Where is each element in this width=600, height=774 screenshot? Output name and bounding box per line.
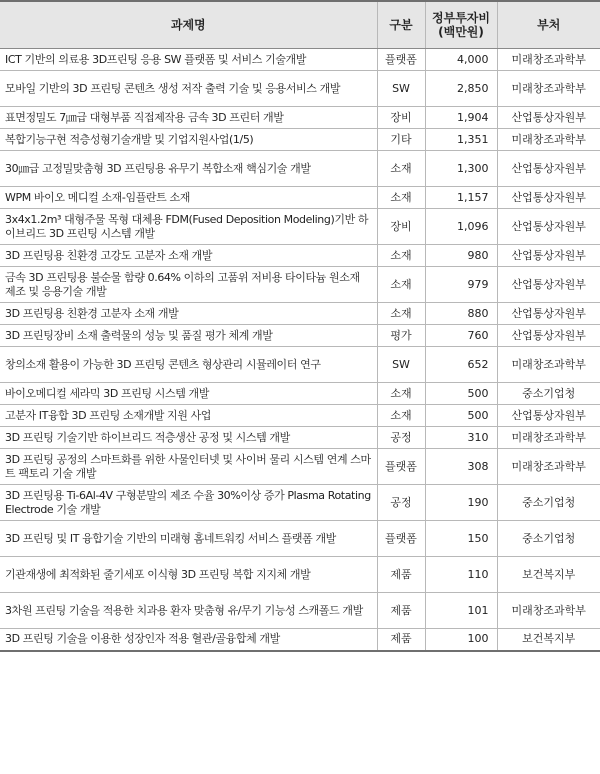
row-budget: 1,351 (425, 129, 497, 151)
table-row (0, 245, 600, 267)
row-title: WPM 바이오 메디컬 소재-임플란트 소재 (0, 187, 377, 209)
row-title: 3D 프린팅용 친환경 고분자 소재 개발 (0, 303, 377, 325)
table-row (0, 449, 600, 485)
row-budget: 880 (425, 303, 497, 325)
table-row (0, 629, 600, 651)
table-row (0, 267, 600, 303)
row-dept: 중소기업청 (497, 521, 600, 557)
row-budget: 500 (425, 383, 497, 405)
row-title: 3D 프린팅 기술기반 하이브리드 적층생산 공정 및 시스템 개발 (0, 427, 377, 449)
row-title: ICT 기반의 의료용 3D프린팅 응용 SW 플랫폼 및 서비스 기술개발 (0, 49, 377, 71)
row-title: 3D 프린팅 기술을 이용한 성장인자 적용 혈관/골융합체 개발 (0, 629, 377, 651)
row-title: 바이오메디컬 세라믹 3D 프린팅 시스템 개발 (0, 383, 377, 405)
row-budget: 101 (425, 593, 497, 629)
row-type: 소재 (377, 245, 425, 267)
row-dept: 산업통상자원부 (497, 303, 600, 325)
row-type: 소재 (377, 303, 425, 325)
table-row (0, 49, 600, 71)
table-row (0, 347, 600, 383)
row-budget: 1,157 (425, 187, 497, 209)
row-dept: 산업통상자원부 (497, 267, 600, 303)
row-budget: 310 (425, 427, 497, 449)
row-dept: 산업통상자원부 (497, 187, 600, 209)
row-dept: 미래창조과학부 (497, 129, 600, 151)
row-budget: 980 (425, 245, 497, 267)
row-type: 장비 (377, 209, 425, 245)
row-type: 기타 (377, 129, 425, 151)
row-dept: 산업통상자원부 (497, 151, 600, 187)
header-type: 구분 (377, 1, 425, 49)
row-dept: 미래창조과학부 (497, 427, 600, 449)
row-type: 제품 (377, 593, 425, 629)
table-row (0, 485, 600, 521)
table-row (0, 71, 600, 107)
row-title: 3D 프린팅 및 IT 융합기술 기반의 미래형 홈네트워킹 서비스 플랫폼 개발 (0, 521, 377, 557)
row-dept: 산업통상자원부 (497, 107, 600, 129)
row-title: 3x4x1.2m³ 대형주물 목형 대체용 FDM(Fused Deposition Modeling)기반 하이브리드 3D 프린팅 시스템 개발 (0, 209, 377, 245)
row-type: 소재 (377, 405, 425, 427)
row-type: 장비 (377, 107, 425, 129)
row-budget: 4,000 (425, 49, 497, 71)
header-title: 과제명 (0, 1, 377, 49)
row-dept: 보건복지부 (497, 629, 600, 651)
row-dept: 중소기업청 (497, 383, 600, 405)
row-budget: 979 (425, 267, 497, 303)
row-budget: 2,850 (425, 71, 497, 107)
row-budget: 652 (425, 347, 497, 383)
row-budget: 1,096 (425, 209, 497, 245)
row-budget: 760 (425, 325, 497, 347)
header-budget: 정부투자비 (백만원) (425, 1, 497, 49)
row-dept: 미래창조과학부 (497, 449, 600, 485)
table-row (0, 187, 600, 209)
row-title: 모바일 기반의 3D 프린팅 콘텐츠 생성 저작 출력 기술 및 응용서비스 개발 (0, 71, 377, 107)
row-dept: 미래창조과학부 (497, 49, 600, 71)
row-type: 소재 (377, 187, 425, 209)
row-type: 소재 (377, 151, 425, 187)
row-budget: 500 (425, 405, 497, 427)
row-title: 3차원 프린팅 기술을 적용한 치과용 환자 맞춤형 유/무기 기능성 스캐폴드 개발 (0, 593, 377, 629)
row-title: 30㎛급 고정밀맞춤형 3D 프린팅용 유무기 복합소재 핵심기술 개발 (0, 151, 377, 187)
row-title: 표면정밀도 7㎛급 대형부품 직접제작용 금속 3D 프린터 개발 (0, 107, 377, 129)
row-dept: 산업통상자원부 (497, 245, 600, 267)
row-budget: 1,300 (425, 151, 497, 187)
row-title: 기관재생에 최적화된 줄기세포 이식형 3D 프린팅 복합 지지체 개발 (0, 557, 377, 593)
row-dept: 미래창조과학부 (497, 593, 600, 629)
row-budget: 190 (425, 485, 497, 521)
row-dept: 산업통상자원부 (497, 209, 600, 245)
row-title: 고분자 IT융합 3D 프린팅 소재개발 지원 사업 (0, 405, 377, 427)
row-title: 창의소재 활용이 가능한 3D 프린팅 콘텐츠 형상관리 시뮬레이터 연구 (0, 347, 377, 383)
table-row (0, 521, 600, 557)
row-type: 플랫폼 (377, 49, 425, 71)
row-dept: 미래창조과학부 (497, 347, 600, 383)
row-type: 소재 (377, 267, 425, 303)
row-type: 소재 (377, 383, 425, 405)
row-type: 제품 (377, 629, 425, 651)
row-budget: 110 (425, 557, 497, 593)
row-type: 평가 (377, 325, 425, 347)
table-row (0, 107, 600, 129)
row-type: 공정 (377, 485, 425, 521)
row-type: 제품 (377, 557, 425, 593)
row-budget: 150 (425, 521, 497, 557)
row-dept: 미래창조과학부 (497, 71, 600, 107)
table-row (0, 209, 600, 245)
row-dept: 산업통상자원부 (497, 405, 600, 427)
table-row (0, 151, 600, 187)
table-row (0, 593, 600, 629)
table-row (0, 383, 600, 405)
row-title: 금속 3D 프린팅용 불순물 함량 0.64% 이하의 고품위 저비용 타이타늄 원소재 제조 및 응용기술 개발 (0, 267, 377, 303)
row-budget: 308 (425, 449, 497, 485)
row-title: 복합기능구현 적층성형기술개발 및 기업지원사업(1/5) (0, 129, 377, 151)
row-budget: 100 (425, 629, 497, 651)
row-budget: 1,904 (425, 107, 497, 129)
table-row (0, 557, 600, 593)
row-dept: 산업통상자원부 (497, 325, 600, 347)
header-dept: 부처 (497, 1, 600, 49)
row-dept: 보건복지부 (497, 557, 600, 593)
table-row (0, 405, 600, 427)
row-type: SW (377, 71, 425, 107)
row-title: 3D 프린팅 공정의 스마트화를 위한 사물인터넷 및 사이버 물리 시스템 연계 스마트 팩토리 기술 개발 (0, 449, 377, 485)
table-row (0, 303, 600, 325)
table-header-row (0, 1, 600, 49)
row-type: 공정 (377, 427, 425, 449)
row-dept: 중소기업청 (497, 485, 600, 521)
table-row (0, 325, 600, 347)
row-title: 3D 프린팅용 Ti-6Al-4V 구형분말의 제조 수율 30%이상 증가 Plasma Rotating Electrode 기술 개발 (0, 485, 377, 521)
table-row (0, 427, 600, 449)
row-type: 플랫폼 (377, 449, 425, 485)
table-row (0, 129, 600, 151)
row-type: 플랫폼 (377, 521, 425, 557)
row-type: SW (377, 347, 425, 383)
row-title: 3D 프린팅장비 소재 출력물의 성능 및 품질 평가 체계 개발 (0, 325, 377, 347)
row-title: 3D 프린팅용 친환경 고강도 고분자 소재 개발 (0, 245, 377, 267)
